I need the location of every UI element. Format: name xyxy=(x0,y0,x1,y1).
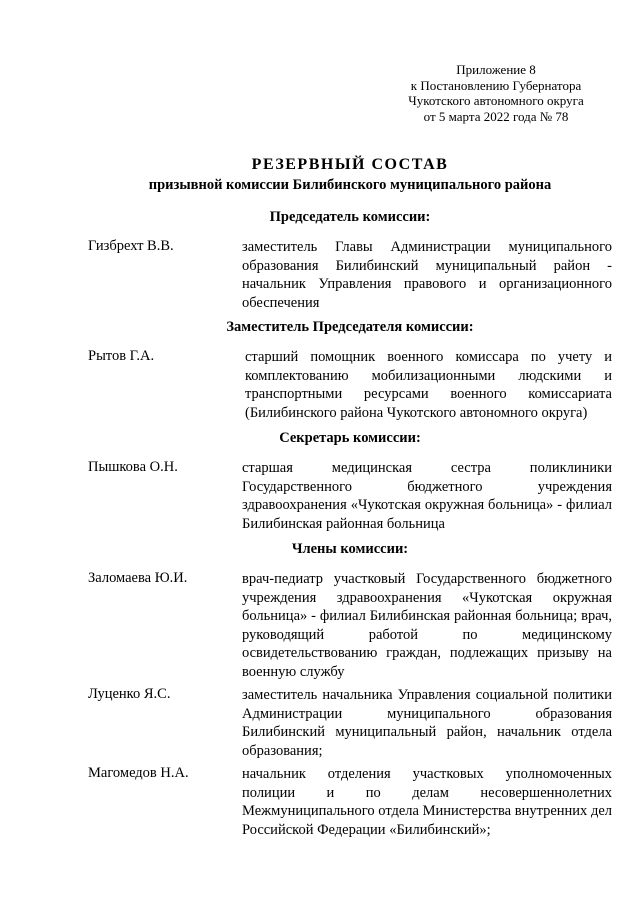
section-title-members: Члены комиссии: xyxy=(291,541,409,557)
member-role: старший помощник военного комиссара по учету и комплектованию мобилизационными людскими и транспортными ресурсами военного комиссариата (Билибинского района Чукотского автономного округа) xyxy=(245,349,612,421)
section-title-secretary: Секретарь комиссии: xyxy=(279,430,421,446)
member-role: заместитель начальника Управления социальной политики Администрации муниципального образования Билибинский муниципальный район, начальник отдела образования; xyxy=(242,687,612,759)
appendix-line-3: Чукотского автономного округа xyxy=(408,93,584,108)
section-title-chairman: Председатель комиссии: xyxy=(269,209,431,225)
member-name: Гизбрехт В.В. xyxy=(88,238,174,254)
member-name: Рытов Г.А. xyxy=(88,348,155,364)
section-title-deputy: Заместитель Председателя комиссии: xyxy=(226,319,474,335)
document-title: РЕЗЕРВНЫЙ СОСТАВ xyxy=(251,156,449,173)
document-subtitle: призывной комиссии Билибинского муниципального района xyxy=(148,177,552,193)
member-name: Заломаева Ю.И. xyxy=(88,570,188,586)
member-role: врач-педиатр участковый Государственного бюджетного учреждения здравоохранения «Чукотская окружная больница» - филиал Билибинская районная больница; врач, руководящий работой по медицинскому освидетельствованию граждан, подлежащих призыву на военную службу xyxy=(242,571,612,680)
member-name: Пышкова О.Н. xyxy=(88,459,178,475)
member-role: заместитель Главы Администрации муниципального образования Билибинский муниципальный район - начальник Управления правового и организационного обеспечения xyxy=(242,239,612,311)
appendix-line-2: к Постановлению Губернатора xyxy=(410,77,582,93)
appendix-header xyxy=(360,62,632,124)
member-name: Луценко Я.С. xyxy=(88,686,171,702)
appendix-line-4: от 5 марта 2022 года № 78 xyxy=(423,108,569,124)
member-role: старшая медицинская сестра поликлиники Государственного бюджетного учреждения здравоохранения «Чукотская окружная больница» - филиал Билибинская районная больница xyxy=(242,460,612,532)
member-name: Магомедов Н.А. xyxy=(88,765,189,781)
member-role: начальник отделения участковых уполномоченных полиции и по делам несовершеннолетних Межмуниципального отдела Министерства внутренних дел Российской Федерации «Билибинский»; xyxy=(242,766,612,838)
appendix-line-1: Приложение 8 xyxy=(456,62,536,77)
